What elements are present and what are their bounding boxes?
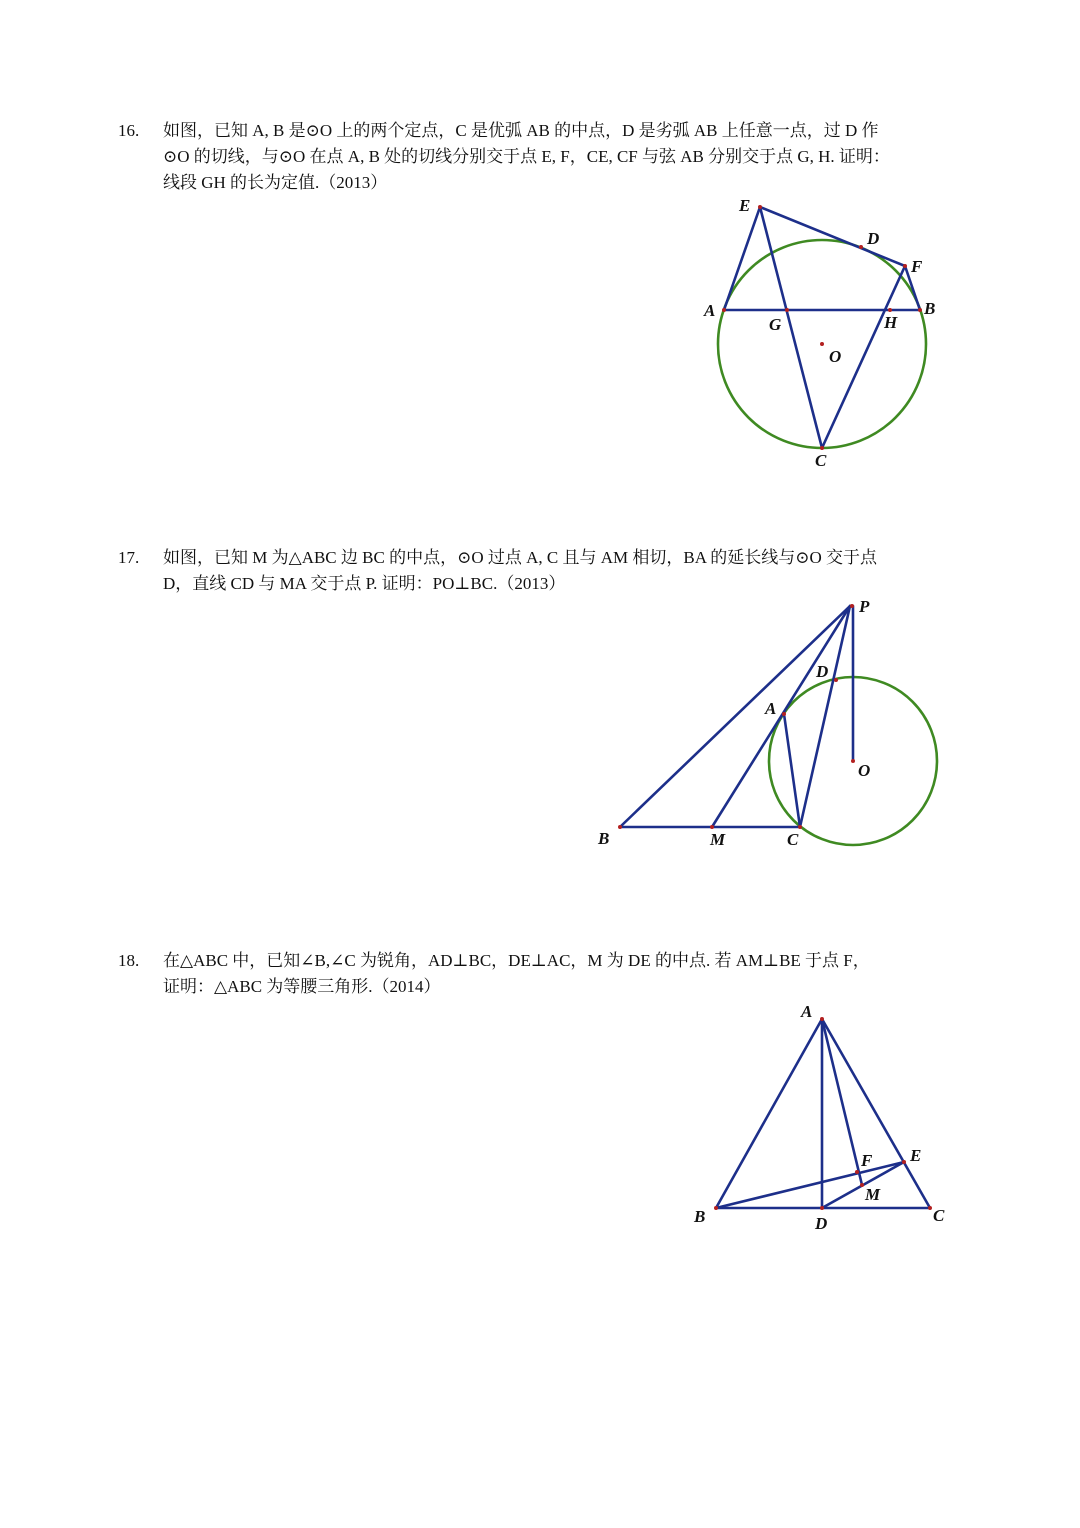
- label-c: C: [787, 830, 799, 849]
- point-h: [888, 308, 892, 312]
- point-f: [855, 1170, 859, 1174]
- figure-16: [690, 190, 960, 480]
- point-o: [820, 342, 824, 346]
- point-o: [851, 759, 855, 763]
- segment-ef: [760, 207, 905, 266]
- segment-ac: [822, 1019, 930, 1208]
- line-bp: [620, 606, 850, 827]
- point-m: [710, 825, 714, 829]
- label-e: E: [910, 1146, 922, 1165]
- label-o: O: [858, 761, 871, 780]
- problem-number: 16.: [118, 121, 140, 140]
- figure-17: [590, 595, 950, 855]
- point-a: [722, 308, 726, 312]
- label-m: M: [710, 830, 726, 849]
- segment-am: [822, 1019, 862, 1185]
- problem-16: [118, 118, 968, 196]
- label-e: E: [739, 196, 751, 215]
- point-e: [902, 1160, 906, 1164]
- point-c: [820, 446, 824, 450]
- label-c: C: [933, 1206, 945, 1225]
- label-b: B: [598, 829, 610, 848]
- point-a: [820, 1017, 824, 1021]
- statement-line: 如图，已知 M 为△ABC 边 BC 的中点，⊙O 过点 A, C 且与 AM 相切，BA 的延长线与⊙O 交于点: [163, 548, 878, 567]
- label-f: F: [861, 1151, 873, 1170]
- statement-line: 证明：△ABC 为等腰三角形.（2014）: [163, 977, 441, 996]
- statement-line: D，直线 CD 与 MA 交于点 P. 证明：PO⊥BC.（2013）: [163, 574, 566, 593]
- point-m: [860, 1183, 864, 1187]
- point-f: [903, 264, 907, 268]
- label-b: B: [924, 299, 936, 318]
- label-a: A: [765, 699, 777, 718]
- label-a: A: [801, 1002, 813, 1021]
- point-b: [918, 308, 922, 312]
- segment-cp: [800, 606, 850, 827]
- point-b: [714, 1206, 718, 1210]
- label-p: P: [859, 597, 870, 616]
- label-d: D: [867, 229, 880, 248]
- label-g: G: [769, 315, 782, 334]
- point-c: [798, 825, 802, 829]
- segment-ae: [724, 207, 760, 310]
- label-d: D: [815, 1214, 828, 1233]
- point-d: [859, 245, 863, 249]
- problem-statement: [163, 948, 968, 1000]
- point-d: [834, 678, 838, 682]
- problem-number: 17.: [118, 548, 140, 567]
- problem-statement: [163, 545, 968, 597]
- label-c: C: [815, 451, 827, 470]
- point-c: [928, 1206, 932, 1210]
- problem-number: 18.: [118, 951, 140, 970]
- label-b: B: [694, 1207, 706, 1226]
- label-h: H: [884, 313, 898, 332]
- label-f: F: [911, 257, 923, 276]
- point-a: [782, 712, 786, 716]
- point-d: [820, 1206, 824, 1210]
- statement-line: 线段 GH 的长为定值.（2013）: [163, 173, 388, 192]
- statement-line: 如图，已知 A, B 是⊙O 上的两个定点，C 是优弧 AB 的中点，D 是劣弧 AB 上任意一点，过 D 作: [163, 121, 879, 140]
- point-e: [758, 205, 762, 209]
- problem-18: [118, 948, 968, 1000]
- label-o: O: [829, 347, 842, 366]
- label-m: M: [865, 1185, 881, 1204]
- statement-line: ⊙O 的切线，与⊙O 在点 A, B 处的切线分别交于点 E, F，CE, CF 与弦 AB 分别交于点 G, H. 证明：: [163, 147, 890, 166]
- label-a: A: [704, 301, 716, 320]
- statement-line: 在△ABC 中，已知∠B,∠C 为锐角，AD⊥BC，DE⊥AC，M 为 DE 的中点. 若 AM⊥BE 于点 F，: [163, 951, 870, 970]
- figure-18: [685, 995, 955, 1235]
- problem-statement: [163, 118, 968, 196]
- segment-ab: [716, 1019, 822, 1208]
- segment-mp: [712, 606, 850, 827]
- label-d: D: [816, 662, 829, 681]
- problem-17: [118, 545, 968, 597]
- point-p: [850, 604, 854, 608]
- point-g: [785, 308, 789, 312]
- point-b: [618, 825, 622, 829]
